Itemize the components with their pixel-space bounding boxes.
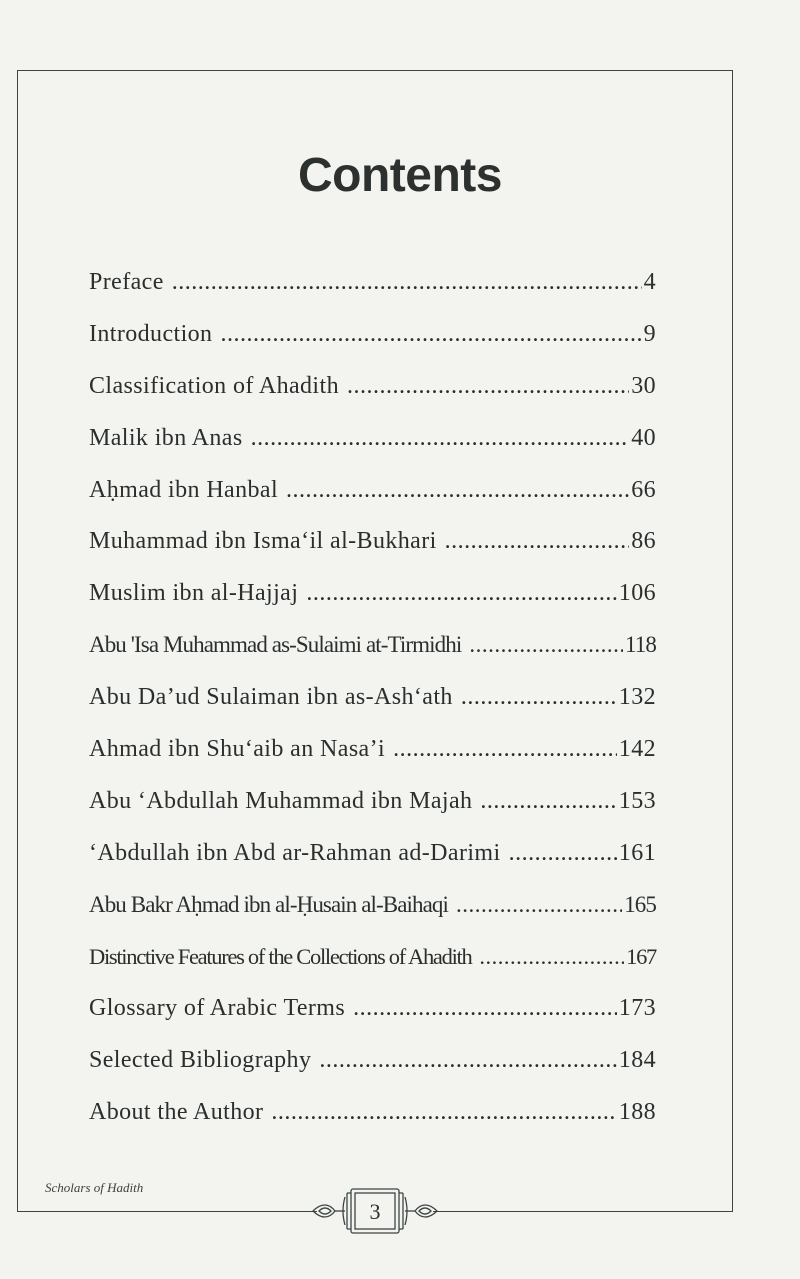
toc-entry-page: 188 [618, 1099, 656, 1126]
toc-entry-page: 167 [626, 943, 656, 969]
toc-entry[interactable] [89, 627, 656, 679]
toc-entry-title: ‘Abdullah ibn Abd ar-Rahman ad-Darimi [89, 839, 501, 866]
toc-dot-leader [220, 316, 641, 352]
toc-dot-leader [251, 420, 630, 456]
toc-entry-title: Preface [89, 269, 164, 295]
toc-entry-title: Selected Bibliography [89, 1047, 312, 1074]
toc-entry-page: 106 [618, 580, 656, 607]
toc-dot-leader [479, 939, 624, 975]
toc-entry-page: 86 [631, 528, 656, 555]
toc-entry[interactable] [89, 887, 656, 939]
running-footer-book-title: Scholars of Hadith [45, 1180, 144, 1195]
toc-entry[interactable] [89, 264, 656, 316]
toc-entry-page: 173 [618, 995, 656, 1022]
toc-entry-title: Classification of Ahadith [89, 372, 339, 399]
toc-entry-page: 153 [618, 787, 656, 814]
toc-entry-page: 118 [625, 632, 656, 658]
toc-dot-leader [456, 887, 622, 923]
toc-dot-leader [271, 1094, 616, 1130]
toc-entry-title: Malik ibn Anas [89, 424, 243, 451]
toc-entry-title: Distinctive Features of the Collections of Ahadith [89, 943, 472, 969]
toc-entry-title: Muhammad ibn Isma‘il al-Bukhari [89, 528, 437, 555]
toc-entry-title: Ahmad ibn Shu‘aib an Nasa’i [89, 736, 386, 763]
toc-entry[interactable] [89, 316, 656, 368]
toc-dot-leader [393, 731, 617, 767]
toc-entry[interactable] [89, 990, 656, 1042]
toc-entry-page: 184 [618, 1047, 656, 1074]
toc-entry-title: Abu Da’ud Sulaiman ibn as-Ash‘ath [89, 684, 453, 711]
table-of-contents [89, 264, 656, 1146]
toc-entry-title: Introduction [89, 320, 213, 347]
toc-entry-page: 40 [631, 424, 656, 451]
toc-entry-title: Abu 'Isa Muhammad as-Sulaimi at-Tirmidhi [89, 632, 462, 658]
toc-dot-leader [319, 1042, 616, 1078]
toc-entry-title: Abu Bakr Aḥmad ibn al-Ḥusain al-Baihaqi [89, 891, 449, 917]
toc-entry[interactable] [89, 575, 656, 627]
toc-entry[interactable] [89, 1042, 656, 1094]
toc-entry-page: 4 [643, 269, 656, 295]
toc-dot-leader [306, 575, 616, 611]
page-number: 3 [369, 1198, 381, 1224]
frame-bottom-rule-right [433, 1211, 733, 1212]
toc-dot-leader [469, 627, 623, 663]
toc-entry[interactable] [89, 1094, 656, 1146]
toc-entry-page: 132 [618, 684, 656, 711]
toc-entry-page: 66 [631, 476, 656, 503]
toc-dot-leader [509, 835, 617, 871]
toc-entry-title: Glossary of Arabic Terms [89, 995, 346, 1022]
toc-entry[interactable] [89, 939, 656, 991]
toc-entry-page: 142 [618, 736, 656, 763]
toc-entry[interactable] [89, 679, 656, 731]
toc-dot-leader [347, 368, 629, 404]
toc-entry[interactable] [89, 835, 656, 887]
toc-entry[interactable] [89, 731, 656, 783]
page-title: Contents [298, 149, 502, 202]
toc-entry[interactable] [89, 368, 656, 420]
toc-entry-page: 161 [618, 839, 656, 866]
toc-dot-leader [353, 990, 617, 1026]
toc-dot-leader [286, 472, 629, 508]
toc-entry[interactable] [89, 472, 656, 524]
toc-dot-leader [461, 679, 617, 715]
toc-entry-page: 165 [624, 891, 656, 917]
toc-entry-page: 9 [643, 320, 656, 347]
toc-entry-title: Abu ‘Abdullah Muhammad ibn Majah [89, 787, 473, 814]
toc-dot-leader [480, 783, 616, 819]
toc-dot-leader [172, 264, 642, 300]
frame-bottom-rule-left [17, 1211, 317, 1212]
toc-entry[interactable] [89, 783, 656, 835]
toc-entry-title: About the Author [89, 1099, 264, 1126]
toc-entry-title: Aḥmad ibn Hanbal [89, 476, 279, 503]
toc-entry[interactable] [89, 523, 656, 575]
toc-dot-leader [445, 523, 630, 559]
toc-entry-page: 30 [631, 372, 656, 399]
toc-entry-title: Muslim ibn al-Hajjaj [89, 580, 299, 607]
toc-entry[interactable] [89, 420, 656, 472]
